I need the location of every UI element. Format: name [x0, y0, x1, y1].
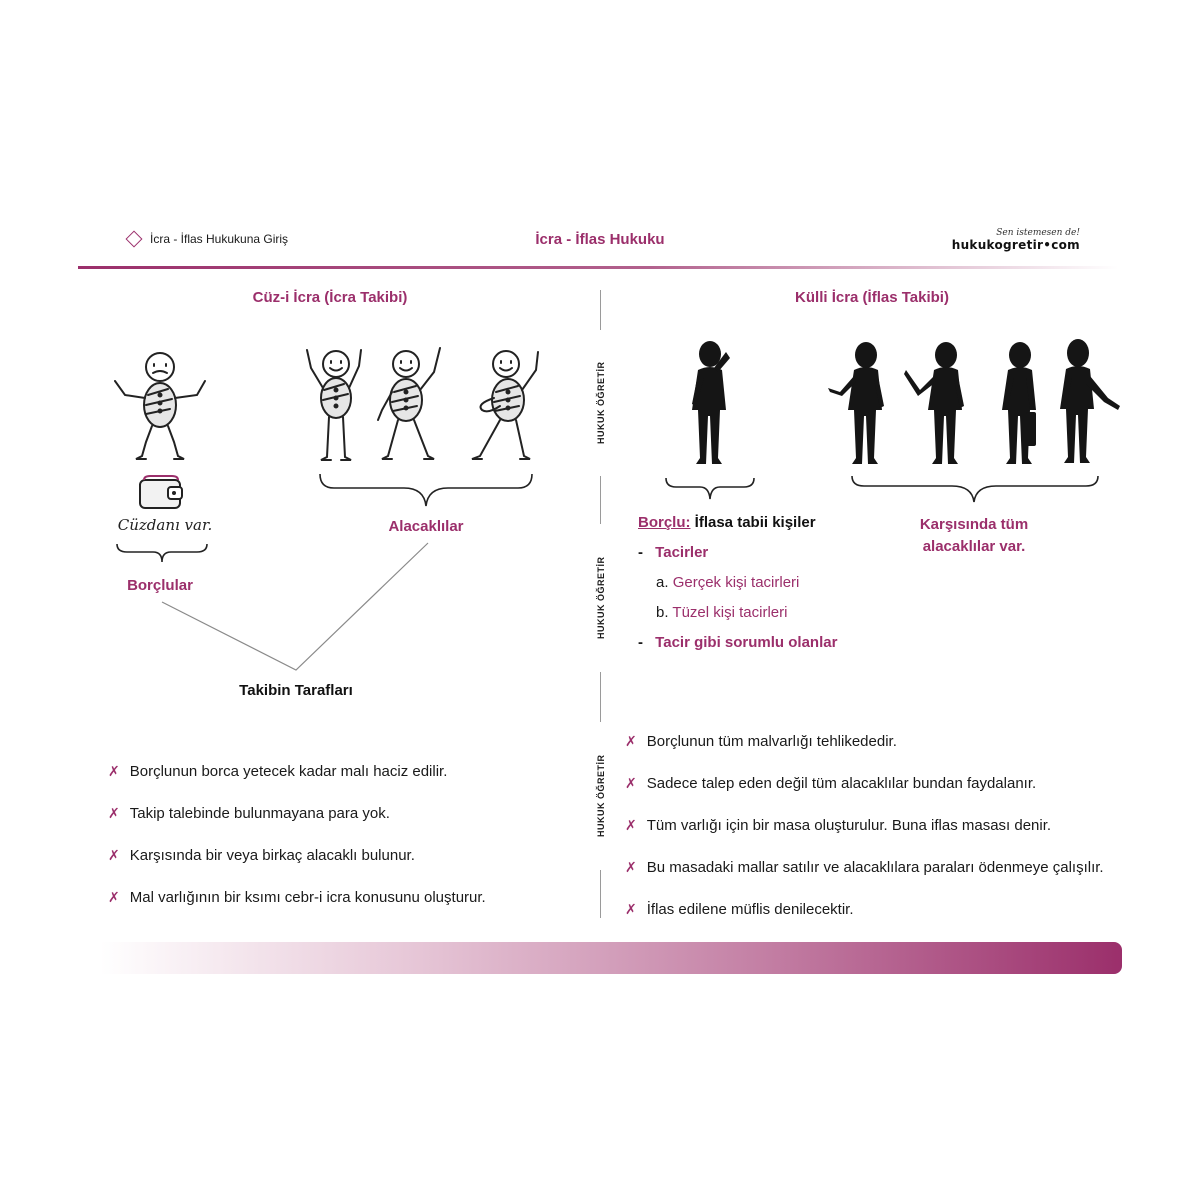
list-item: ✗ Borçlunun tüm malvarlığı tehlikededir.	[625, 733, 897, 750]
creditors-note: Karşısında tüm alacaklılar var.	[919, 516, 1029, 555]
logo-site: hukukogretir•com	[951, 238, 1080, 252]
cross-icon: ✗	[108, 805, 120, 821]
breadcrumb-label: İcra - İflas Hukukuna Giriş	[150, 232, 289, 246]
debtors-label: Borçlular	[127, 577, 193, 594]
silhouette-icon	[682, 340, 742, 470]
silhouette-icon	[1052, 338, 1126, 470]
silhouette-icon	[826, 340, 896, 470]
footer-bar	[100, 942, 1122, 974]
page-title: İcra - İflas Hukuku	[535, 231, 665, 248]
cross-icon: ✗	[625, 733, 637, 749]
cross-icon: ✗	[625, 775, 637, 791]
watermark: HUKUK ÖĞRETİR	[596, 754, 606, 837]
list-item: ✗ Bu masadaki mallar satılır ve alacaklılara paraları ödenmeye çalışılır.	[625, 859, 1104, 876]
debtor-definition	[638, 514, 816, 531]
left-section-title: Cüz-i İcra (İcra Takibi)	[252, 289, 408, 306]
wallet-caption: Cüzdanı var.	[117, 516, 213, 534]
cross-icon: ✗	[108, 763, 120, 779]
brace-icon	[850, 474, 1100, 504]
list-item: ✗ Takip talebinde bulunmayana para yok.	[108, 805, 390, 822]
silhouette-icon	[900, 340, 970, 470]
cross-icon: ✗	[108, 889, 120, 905]
list-item: ✗ Borçlunun borca yetecek kadar malı haciz edilir.	[108, 763, 448, 780]
silhouette-icon	[990, 340, 1050, 470]
cross-icon: ✗	[625, 859, 637, 875]
watermark: HUKUK ÖĞRETİR	[596, 361, 606, 444]
list-item: b. Tüzel kişi tacirleri	[656, 604, 788, 621]
debtor-prefix: Borçlu:	[638, 514, 691, 531]
parties-label: Takibin Tarafları	[239, 682, 353, 699]
list-item: ✗ İflas edilene müflis denilecektir.	[625, 901, 854, 918]
list-item: ✗ Tüm varlığı için bir masa oluşturulur. Buna iflas masası denir.	[625, 817, 1052, 834]
brace-icon	[664, 476, 756, 502]
cross-icon: ✗	[108, 847, 120, 863]
logo-tagline: Sen istemesen de!	[996, 228, 1080, 238]
watermark: HUKUK ÖĞRETİR	[596, 556, 606, 639]
list-item: a. Gerçek kişi tacirleri	[656, 574, 800, 591]
cross-icon: ✗	[625, 817, 637, 833]
list-item: ✗ Sadece talep eden değil tüm alacaklılar bundan faydalanır.	[625, 775, 1037, 792]
list-item: - Tacir gibi sorumlu olanlar	[638, 634, 838, 651]
list-item: ✗ Karşısında bir veya birkaç alacaklı bulunur.	[108, 847, 415, 864]
list-item: - Tacirler	[638, 544, 709, 561]
right-section-title: Külli İcra (İflas Takibi)	[795, 289, 949, 306]
debtor-text: İflasa tabii kişiler	[694, 514, 816, 531]
cross-icon: ✗	[625, 901, 637, 917]
creditors-label: Alacaklılar	[388, 518, 464, 535]
list-item: ✗ Mal varlığının bir ksımı cebr-i icra konusunu oluşturur.	[108, 889, 486, 906]
